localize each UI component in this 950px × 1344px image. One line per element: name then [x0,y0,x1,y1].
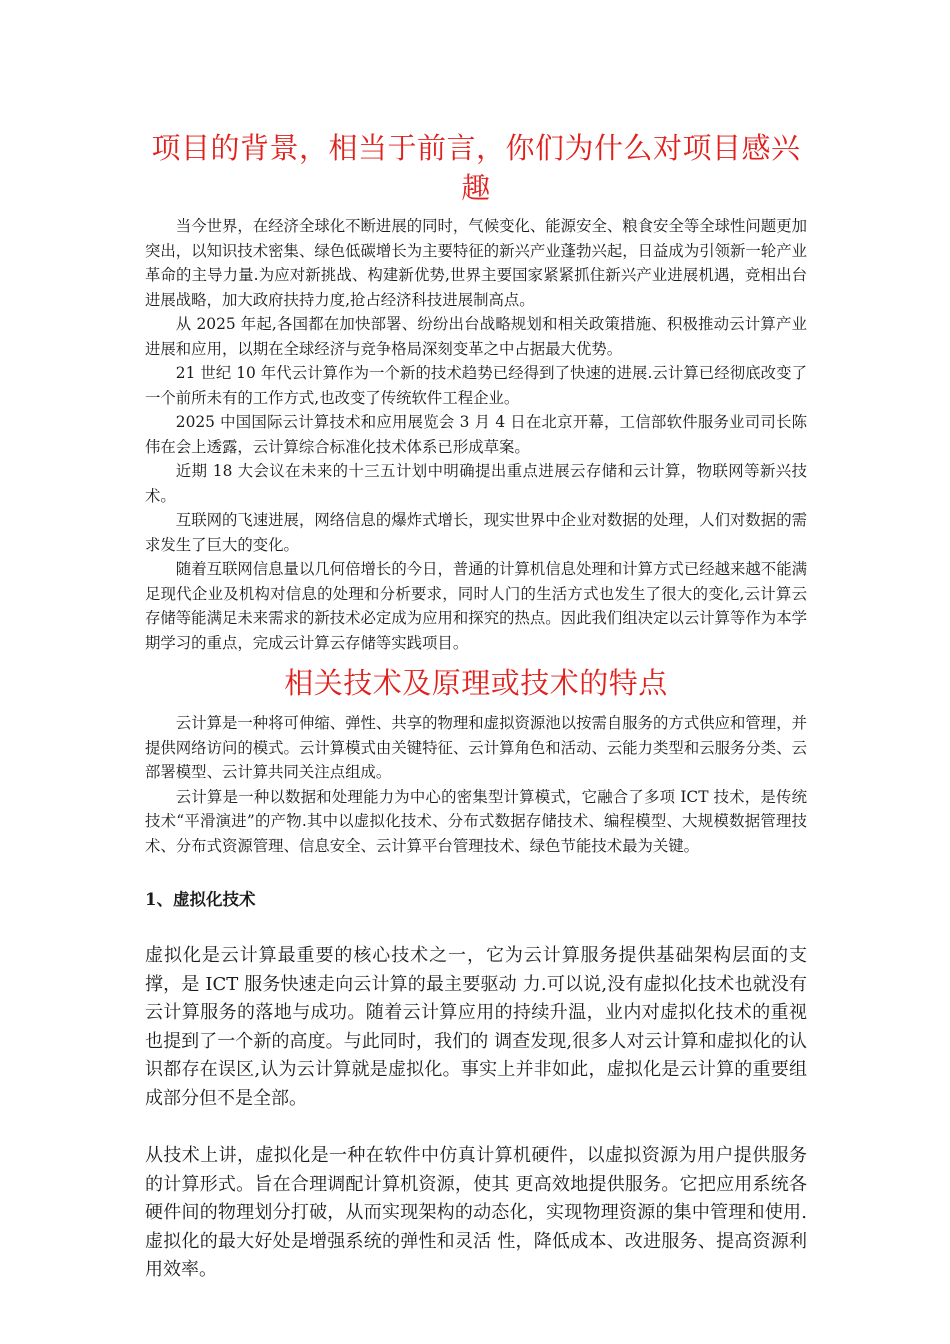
section-title-background: 项目的背景，相当于前言，你们为什么对项目感兴趣 [151,131,801,205]
paragraph: 云计算是一种将可伸缩、弹性、共享的物理和虚拟资源池以按需自服务的方式供应和管理，并提供网络访问的模式。云计算模式由关键特征、云计算角色和活动、云能力类型和云服务分类、云部署模型、云计算共同关注点组成。 [145,714,807,781]
document-body [145,128,807,1285]
paragraph: 虚拟化是云计算最重要的核心技术之一，它为云计算服务提供基础架构层面的支撑，是 ICT 服务快速走向云计算的最主要驱动 力.可以说,没有虚拟化技术也就没有云计算服务的落地与成功。随着云计算应用的持续升温，业内对虚拟化技术的重视也提到了一个新的高度。与此同时，我们的 调查发现,很多人对云计算和虚拟化的认识都存在误区,认为云计算就是虚拟化。事实上并非如此，虚拟化是云计算的重要组成部分但不是全部。 [145,945,807,1109]
paragraph: 近期 18 大会议在未来的十三五计划中明确提出重点进展云存储和云计算，物联网等新兴技术。 [145,462,807,505]
paragraph: 2025 中国国际云计算技术和应用展览会 3 月 4 日在北京开幕，工信部软件服务业司司长陈伟在会上透露，云计算综合标准化技术体系已形成草案。 [145,413,807,456]
paragraph: 21 世纪 10 年代云计算作为一个新的技术趋势已经得到了快速的进展.云计算已经彻底改变了一个前所未有的工作方式,也改变了传统软件工程企业。 [145,364,807,407]
paragraph: 云计算是一种以数据和处理能力为中心的密集型计算模式，它融合了多项 ICT 技术，是传统技术“平滑演进”的产物.其中以虚拟化技术、分布式数据存储技术、编程模型、大规模数据管理技术、分布式资源管理、信息安全、云计算平台管理技术、绿色节能技术最为关键。 [145,787,807,855]
paragraph: 互联网的飞速进展，网络信息的爆炸式增长，现实世界中企业对数据的处理，人们对数据的需求发生了巨大的变化。 [145,511,807,554]
subsection-heading-virtualization: 1、虚拟化技术 [145,890,256,909]
section-title-technology: 相关技术及原理或技术的特点 [284,666,668,700]
paragraph: 当今世界，在经济全球化不断进展的同时，气候变化、能源安全、粮食安全等全球性问题更加突出，以知识技术密集、绿色低碳增长为主要特征的新兴产业蓬勃兴起，日益成为引领新一轮产业革命的主导力量.为应对新挑战、构建新优势,世界主要国家紧紧抓住新兴产业进展机遇，竞相出台进展战略，加大政府扶持力度,抢占经济科技进展制高点。 [145,217,807,309]
paragraph: 从技术上讲，虚拟化是一种在软件中仿真计算机硬件，以虚拟资源为用户提供服务的计算形式。旨在合理调配计算机资源，使其 更高效地提供服务。它把应用系统各硬件间的物理划分打破，从而实现架构的动态化，实现物理资源的集中管理和使用.虚拟化的最大好处是增强系统的弹性和灵活 性，降低成本、改进服务、提高资源利用效率。 [145,1145,807,1280]
paragraph: 随着互联网信息量以几何倍增长的今日，普通的计算机信息处理和计算方式已经越来越不能满足现代企业及机构对信息的处理和分析要求，同时人门的生活方式也发生了很大的变化,云计算云存储等能满足未来需求的新技术必定成为应用和探究的热点。因此我们组决定以云计算等作为本学期学习的重点，完成云计算云存储等实践项目。 [145,560,807,652]
paragraph: 从 2025 年起,各国都在加快部署、纷纷出台战略规划和相关政策措施、积极推动云计算产业进展和应用，以期在全球经济与竞争格局深刻变革之中占据最大优势。 [145,315,807,358]
